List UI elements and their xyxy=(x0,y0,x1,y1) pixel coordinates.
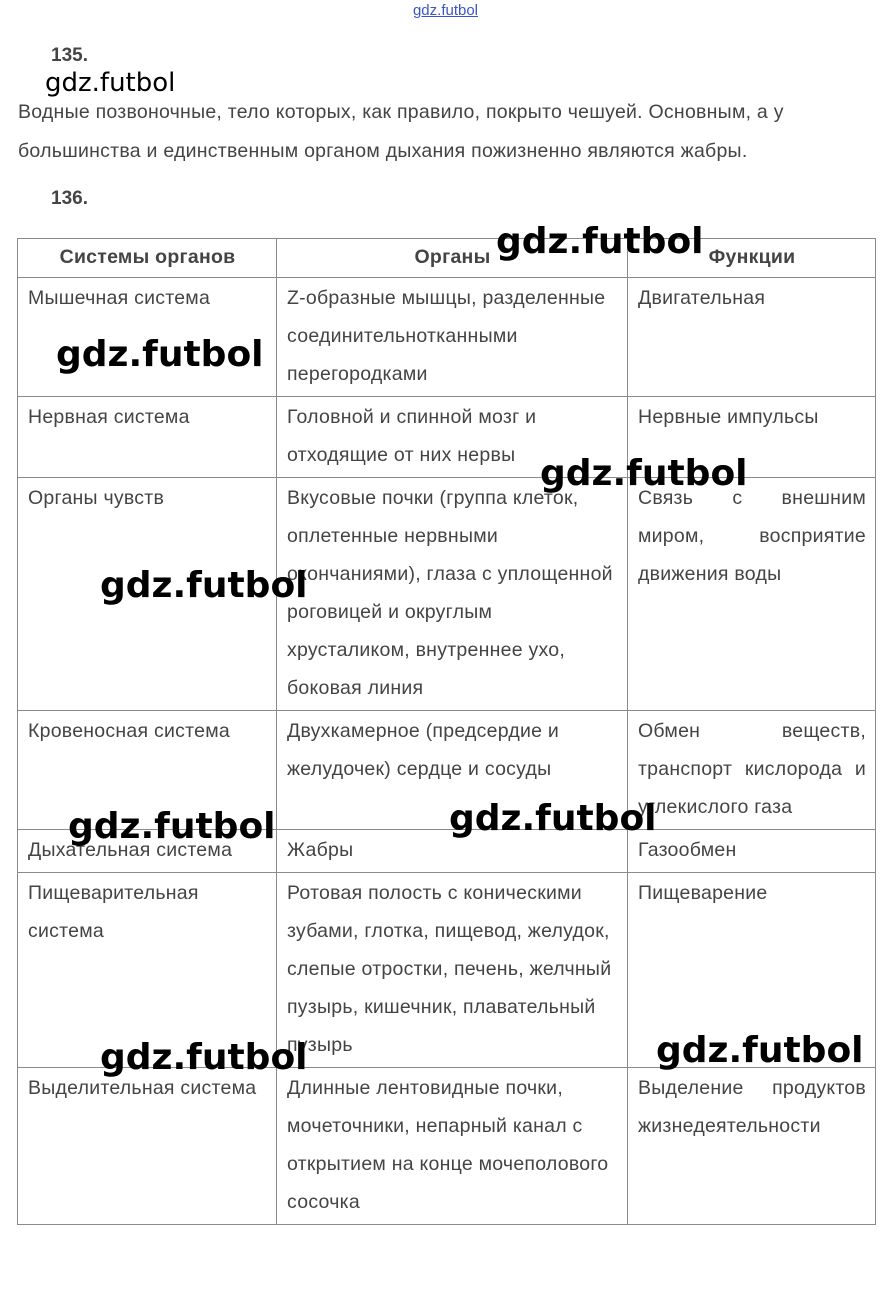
cell-system: Органы чувств xyxy=(18,478,277,711)
cell-function: Двигательная xyxy=(628,278,876,397)
cell-function: Нервные импульсы xyxy=(628,397,876,478)
header-organs: Органы xyxy=(277,239,628,278)
answer-135-text: Водные позвоночные, тело которых, как правило, покрыто чешуей. Основным, а у большинства и единственным органом дыхания пожизненно являются жабры. xyxy=(18,101,784,162)
table-header-row xyxy=(18,239,876,278)
watermark: gdz.futbol xyxy=(540,453,748,494)
question-number-136: 136. xyxy=(51,188,88,209)
cell-function: Пищеварение xyxy=(628,873,876,1068)
site-link[interactable]: gdz.futbol xyxy=(412,2,479,19)
watermark: gdz.futbol xyxy=(656,1030,864,1071)
cell-system: Выделительная система xyxy=(18,1068,277,1225)
cell-system: Мышечная система xyxy=(18,278,277,397)
cell-organs: Головной и спинной мозг и отходящие от них нервы xyxy=(277,397,628,478)
watermark: gdz.futbol xyxy=(100,565,308,606)
header-functions: Функции xyxy=(628,239,876,278)
cell-organs: Длинные лентовидные почки, мочеточники, непарный канал с открытием на конце мочеполового сосочка xyxy=(277,1068,628,1225)
cell-system: Дыхательная система xyxy=(18,830,277,873)
cell-function: Выделение продуктов жизнедеятельности xyxy=(628,1068,876,1225)
watermark: gdz.futbol xyxy=(45,68,176,98)
cell-organs: Z-образные мышцы, разделенные соединительнотканными перегородками xyxy=(277,278,628,397)
cell-function: Газообмен xyxy=(628,830,876,873)
cell-system: Пищеварительная система xyxy=(18,873,277,1068)
watermark: gdz.futbol xyxy=(100,1037,308,1078)
cell-organs: Ротовая полость с коническими зубами, глотка, пищевод, желудок, слепые отростки, печень, желчный пузырь, кишечник, плавательный пузырь xyxy=(277,873,628,1068)
question-number-135: 135. xyxy=(51,45,88,66)
table-row xyxy=(18,1068,876,1225)
cell-function: Обмен веществ, транспорт кислорода и углекислого газа xyxy=(628,711,876,830)
header-systems: Системы органов xyxy=(18,239,277,278)
cell-organs: Двухкамерное (предсердие и желудочек) сердце и сосуды xyxy=(277,711,628,830)
cell-organs: Вкусовые почки (группа клеток, оплетенные нервными окончаниями), глаза с уплощенной роговицей и округлым хрусталиком, внутреннее ухо, боковая линия xyxy=(277,478,628,711)
cell-system: Кровеносная система xyxy=(18,711,277,830)
watermark: gdz.futbol xyxy=(56,334,264,375)
cell-organs: Жабры xyxy=(277,830,628,873)
cell-function: Связь с внешним миром, восприятие движения воды xyxy=(628,478,876,711)
watermark: gdz.futbol xyxy=(449,798,657,839)
watermark: gdz.futbol xyxy=(496,221,704,262)
cell-system: Нервная система xyxy=(18,397,277,478)
watermark: gdz.futbol xyxy=(68,806,276,847)
